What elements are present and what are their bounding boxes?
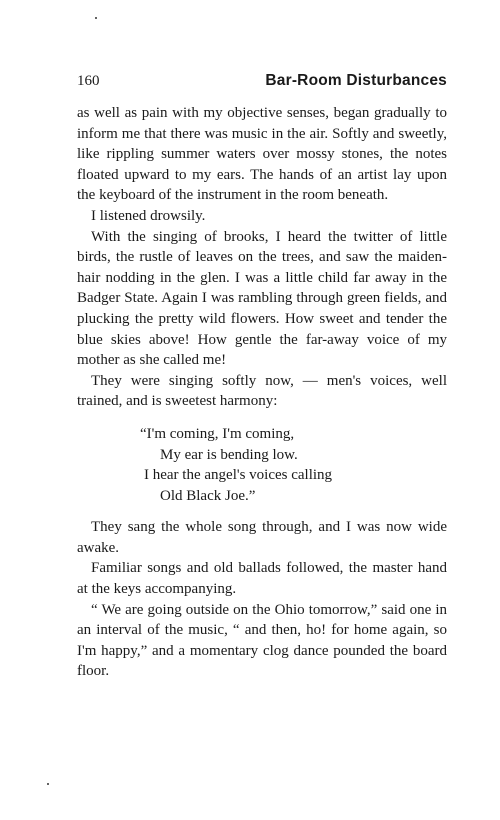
book-page <box>77 72 447 682</box>
page-number: 160 <box>77 73 100 89</box>
paragraph: “ We are going outside on the Ohio tomorrow,” said one in an interval of the music, “ and then, ho! for home again, so I'm happy,” and a momentary clog dance pounded the board floor. <box>77 601 447 680</box>
poem-stanza <box>77 424 447 506</box>
page-speck <box>95 17 97 19</box>
poem-line: Old Black Joe.” <box>160 487 256 504</box>
paragraph: With the singing of brooks, I heard the twitter of little birds, the rustle of leaves on the trees, and saw the maiden-hair nodding in the glen. I was a little child far away in the Badger State. Again I was rambling through green fields, and plucking the pretty wild flowers. How sweet and tender the blue skies above! How gentle the far-away voice of my mother as she called me! <box>77 228 447 369</box>
poem-line: My ear is bending low. <box>160 446 298 463</box>
paragraph: They sang the whole song through, and I was now wide awake. <box>77 519 447 556</box>
running-title: Bar-Room Disturbances <box>265 72 447 89</box>
body-text <box>77 103 447 682</box>
running-head <box>77 72 447 96</box>
paragraph: Familiar songs and old ballads followed, the master hand at the keys accompanying. <box>77 560 447 598</box>
poem-line: “I'm coming, I'm coming, <box>140 425 295 442</box>
paragraph: I listened drowsily. <box>91 207 206 224</box>
paragraph: as well as pain with my objective senses, began gradually to inform me that there was music in the air. Softly and sweetly, like rippling summer waters over mossy stones, the notes floated upward to my ears. The hands of an artist lay upon the keyboard of the instrument in the room beneath. <box>77 105 447 204</box>
page-speck <box>47 783 49 785</box>
paragraph: They were singing softly now, — men's voices, well trained, and is sweetest harmony: <box>77 372 447 410</box>
poem-line: I hear the angel's voices calling <box>144 467 333 484</box>
